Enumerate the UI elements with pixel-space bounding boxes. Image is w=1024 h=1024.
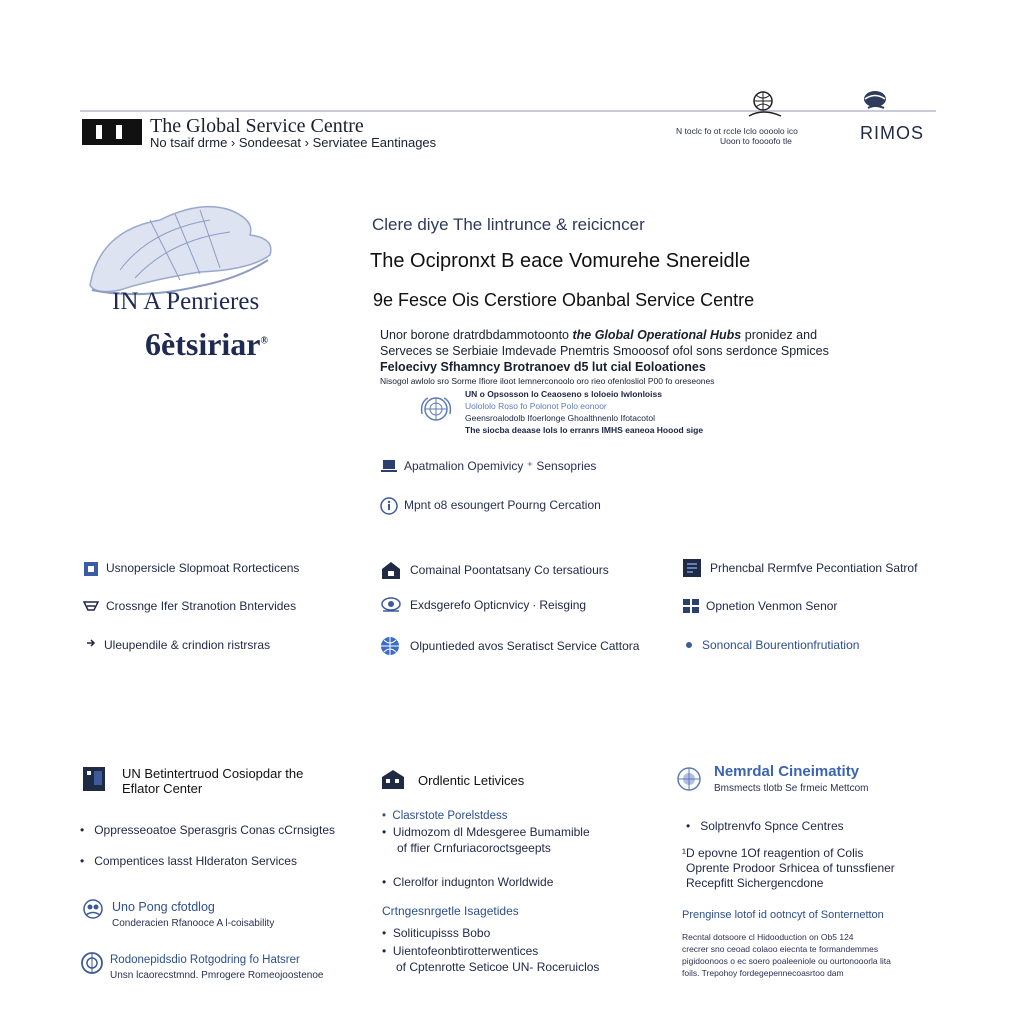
heading-line: UN Betintertruod Cosiopdar the xyxy=(122,766,304,781)
heading-line: Eflator Center xyxy=(122,781,203,796)
list-item-text: Compentices lasst Hlderaton Services xyxy=(94,854,297,868)
list-item: • Uientofeonbtirotterwentices xyxy=(382,944,539,958)
hero-description xyxy=(380,327,900,387)
right-column-heading: Nemrdal Cineimatity xyxy=(714,763,860,780)
list-item: • Clerolfor indugnton Worldwide xyxy=(382,875,554,889)
list-item: • Soliticupisss Bobo xyxy=(382,926,491,940)
partner-brand-wordmark[interactable]: RIMOS xyxy=(860,123,925,143)
hero-subtitle: 9e Fesce Ois Cerstiore Obanbal Service Centre xyxy=(373,290,755,310)
un-emblem-icon xyxy=(418,394,454,422)
list-item-text: Clasrstote Porelstdess xyxy=(392,810,508,822)
partner-brand-icon xyxy=(862,90,888,117)
server-icon xyxy=(682,558,702,578)
middle-column-heading: Ordlentic Letivices xyxy=(418,773,525,788)
brand-name-line1: IN A Penrieres xyxy=(112,288,260,315)
compass-icon xyxy=(82,598,98,614)
list-item-continuation: of ffier Crnfuriacoroctsgeepts xyxy=(397,841,551,855)
feature-item[interactable] xyxy=(380,636,639,656)
list-item-text: Uidmozom dl Mdesgeree Bumamible xyxy=(392,825,590,839)
para-text: Unor borone dratrdbdammotoonto xyxy=(380,328,573,342)
site-logo[interactable] xyxy=(82,119,142,145)
grid-icon xyxy=(682,598,698,614)
note-line: ¹D epovne 1Of reagention of Colis xyxy=(682,846,864,860)
hero-link-automation[interactable] xyxy=(380,458,596,474)
para-line-2: Serveces se Serbiaie Imdevade Pnemtris Smooosof ofol sons serdonce Spmices xyxy=(380,344,829,358)
fine-line: crecrer sno ceoad colaoo eiecnta te formandemmes xyxy=(682,944,879,954)
left-column-icon xyxy=(82,766,106,797)
hero-link-label: Apatmalion Opemivicy ⁺ Sensopries xyxy=(404,459,597,473)
para-emphasis: the Global Operational Hubs xyxy=(572,328,742,342)
site-title[interactable]: The Global Service Centre xyxy=(150,115,364,137)
target-icon xyxy=(80,951,104,980)
hero-kicker: Clere diye The lintrunce & reicicncer xyxy=(372,215,645,234)
feature-item[interactable] xyxy=(82,560,299,576)
list-item: • Compentices lasst Hlderaton Services xyxy=(80,854,297,868)
un-line-1: UN o Opsosson lo Ceaoseno s loloeio Iwlonloiss xyxy=(465,389,662,399)
laptop-icon xyxy=(380,458,396,474)
partner-line-2: Uoon to foooofo tle xyxy=(720,136,792,146)
feature-item[interactable] xyxy=(682,598,837,614)
feature-label: Crossnge Ifer Stranotion Bntervides xyxy=(106,599,297,613)
hero-title: The Ocipronxt B eace Vomurehe Snereidle xyxy=(370,250,751,272)
middle-column-icon xyxy=(380,768,406,795)
home-icon xyxy=(380,560,402,580)
list-item: • Clasrstote Porelstdess xyxy=(382,810,508,822)
partner-line-1: N toclc fo ot rccle Iclo oooolo ico xyxy=(676,126,798,136)
people-icon xyxy=(82,898,104,925)
right-sub-title[interactable]: Prenginse lotof id ootncyt of Sonternetton xyxy=(682,909,884,921)
feature-item[interactable] xyxy=(86,637,270,653)
un-line-4: The siocba deaase lols lo erranrs IMHS eaneoa Hoood sige xyxy=(465,425,704,435)
middle-sub-title[interactable]: Crtngesnrgetle Isagetides xyxy=(382,904,519,918)
left-sub2-text: Unsn lcaorecstmnd. Pmrogere Romeojoostenoe xyxy=(110,970,324,981)
list-item: • Uidmozom dl Mdesgeree Bumamible xyxy=(382,825,590,839)
dot-icon xyxy=(686,637,694,653)
feature-label: Usnopersicle Slopmoat Rortecticens xyxy=(106,561,300,575)
para-line-1 xyxy=(380,327,900,343)
list-item-text: Solptrenvfo Spnce Centres xyxy=(700,819,844,833)
feature-item[interactable] xyxy=(686,637,859,653)
fine-line: pigidoonoos o ec soero poaleeniole ou ourtonooorla lita xyxy=(682,956,891,966)
breadcrumb[interactable]: No tsaif drme › Sondeesat › Serviatee Eantinages xyxy=(150,135,437,150)
building-icon xyxy=(82,560,98,576)
feature-item[interactable] xyxy=(682,558,917,578)
right-note xyxy=(682,846,895,891)
list-item-text: Uientofeonbtirotterwentices xyxy=(392,944,539,958)
globe-icon xyxy=(380,636,402,656)
right-column-subheading: Bmsmects tlotb Se frmeic Mettcom xyxy=(714,783,869,794)
fine-line: Recntal dotsoore cl Hidooduction on Ob5 124 xyxy=(682,932,854,942)
arrow-icon xyxy=(86,637,96,653)
brand-name-text: 6ètsiriar xyxy=(145,326,261,362)
left-sub1-title[interactable]: Uno Pong cfotdlog xyxy=(112,900,215,914)
para-line-3: Feloecivy Sfhamncy Brotranoev d5 lut cial Eoloationes xyxy=(380,360,706,374)
hero-link-management[interactable] xyxy=(380,497,601,513)
feature-label: Prhencbal Rermfve Pecontiation Satrof xyxy=(710,561,918,575)
list-item-text: Clerolfor indugnton Worldwide xyxy=(392,875,554,889)
left-column-heading xyxy=(122,766,303,796)
feature-label: Exdsgerefo Opticnvicy ∙ Reisging xyxy=(410,598,587,612)
note-line: Oprente Prodoor Srhicea of tunssfiener xyxy=(686,861,895,875)
left-sub1-text: Conderacien Rfanooce A l-coisability xyxy=(112,918,275,929)
un-line-3: Geensroalodolb Ifoerlonge Ghoalthnenlo Ifotacotol xyxy=(465,413,655,423)
right-fine-print xyxy=(682,931,891,979)
hero-link-label: Mpnt o8 esoungert Pourng Cercation xyxy=(404,498,601,512)
fine-line: foils. Trepohoy fordegepennecoasrtoo dam xyxy=(682,968,844,978)
list-item-continuation: of Cptenrotte Seticoe UN- Roceruiclos xyxy=(396,960,600,974)
feature-item[interactable] xyxy=(380,560,609,580)
list-item: • Solptrenvfo Spnce Centres xyxy=(686,819,844,833)
info-icon xyxy=(380,497,396,513)
feature-item[interactable] xyxy=(380,597,586,613)
list-item-text: Soliticupisss Bobo xyxy=(392,926,491,940)
feature-label: Sononcal Bourentionfrutiation xyxy=(702,638,860,652)
un-emblem-icon xyxy=(676,766,702,797)
brand-name-line2 xyxy=(145,326,268,363)
feature-label: Uleupendile & crindion ristrsras xyxy=(104,638,271,652)
un-line-2: Uolololo Roso fo Polonot Polo eonoor xyxy=(465,401,607,411)
list-item: • Oppresseoatoe Sperasgris Conas cCrnsigtes xyxy=(80,823,335,837)
registered-mark: ® xyxy=(260,335,268,347)
para-line-4: Nisogol awlolo sro Sorme Ifiore iloot Iemnerconoolo oro rieo ofenlosliol P00 fo oreseones xyxy=(380,376,715,386)
un-details xyxy=(465,388,765,436)
para-text: pronidez and xyxy=(741,328,818,342)
header-divider xyxy=(80,110,936,112)
feature-item[interactable] xyxy=(82,598,296,614)
gear-icon xyxy=(380,597,402,613)
feature-label: Olpuntieded avos Seratisct Service Cattora xyxy=(410,639,640,653)
feature-label: Comainal Poontatsany Co tersatiours xyxy=(410,563,609,577)
feature-label: Opnetion Venmon Senor xyxy=(706,599,838,613)
note-line: Recepfitt Sichergencdone xyxy=(686,876,824,890)
list-item-text: Oppresseoatoe Sperasgris Conas cCrnsigtes xyxy=(94,823,335,837)
partner-globe-icon xyxy=(745,90,785,125)
left-sub2-title[interactable]: Rodonepidsdio Rotgodring fo Hatsrer xyxy=(110,954,300,966)
